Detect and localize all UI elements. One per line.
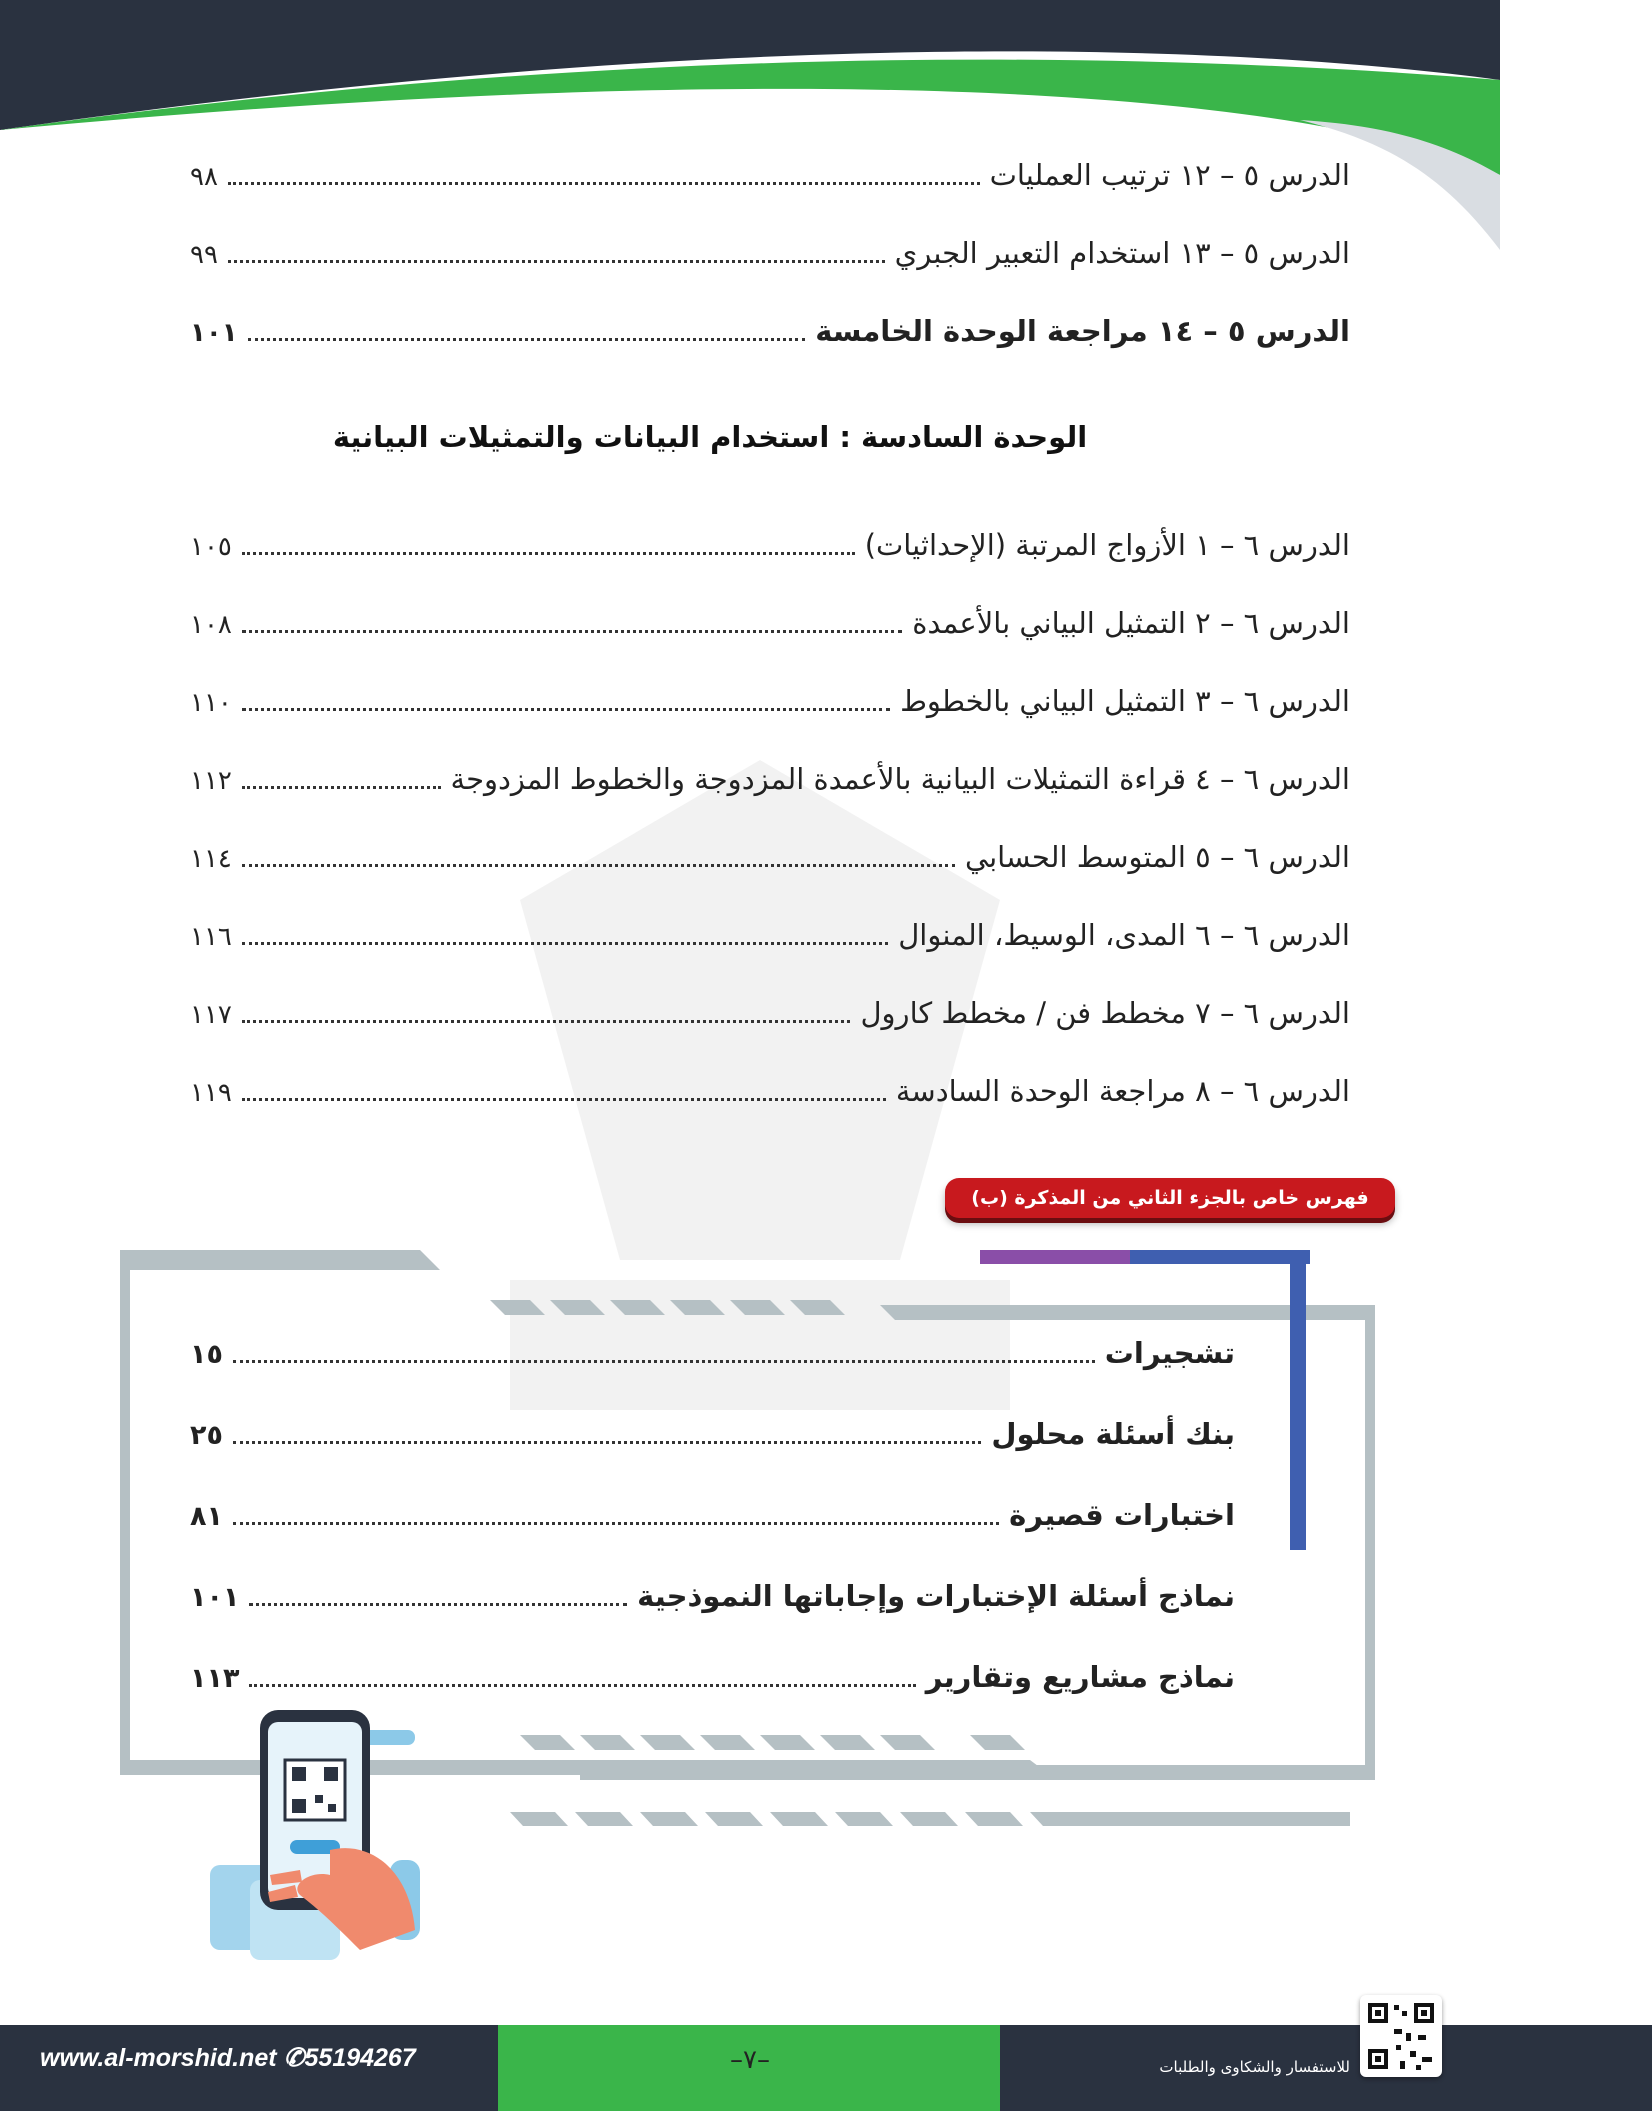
- toc-page-number: ٨١: [190, 1501, 223, 1532]
- inquiry-label: للاستفسار والشكاوى والطلبات: [1159, 2058, 1350, 2076]
- toc-leader-dots: [248, 337, 806, 341]
- toc-entry-title: الدرس ٦ – ٣ التمثيل البياني بالخطوط: [900, 684, 1350, 718]
- toc-page-number: ١١٩: [190, 1078, 232, 1108]
- special-index-row[interactable]: [190, 1336, 1235, 1386]
- toc-entry-title: اختبارات قصيرة: [1009, 1498, 1235, 1532]
- toc-row[interactable]: [190, 762, 1350, 808]
- header-wave: [0, 0, 1652, 260]
- special-index-label: فهرس خاص بالجزء الثاني من المذكرة (ب): [945, 1178, 1395, 1218]
- toc-leader-dots: [242, 785, 441, 789]
- phone-qr-illustration: [200, 1700, 430, 1970]
- toc-leader-dots: [228, 259, 885, 263]
- toc-page-number: ١٠١: [190, 318, 238, 348]
- toc-row[interactable]: [190, 314, 1350, 360]
- toc-leader-dots: [249, 1683, 915, 1687]
- toc-leader-dots: [233, 1440, 981, 1444]
- toc-leader-dots: [228, 181, 980, 185]
- toc-page-number: ١١٧: [190, 1000, 232, 1030]
- toc-leader-dots: [233, 1521, 999, 1525]
- qr-code-icon[interactable]: [1360, 1995, 1442, 2077]
- toc-page-number: ١٠٥: [190, 532, 232, 562]
- toc-leader-dots: [249, 1602, 627, 1606]
- toc-leader-dots: [242, 629, 902, 633]
- website-link[interactable]: www.al-morshid.net: [40, 2044, 277, 2072]
- special-index-row[interactable]: [190, 1498, 1235, 1548]
- toc-row[interactable]: [190, 996, 1350, 1042]
- toc-page-number: ١١٢: [190, 766, 232, 796]
- footer-contact[interactable]: [40, 2043, 416, 2073]
- toc-row[interactable]: [190, 158, 1350, 204]
- phone-number: ✆55194267: [283, 2044, 416, 2072]
- toc-leader-dots: [242, 551, 855, 555]
- toc-page-number: ٩٩: [190, 240, 218, 270]
- special-index-row[interactable]: [190, 1417, 1235, 1467]
- toc-leader-dots: [233, 1359, 1095, 1363]
- bottom-dash-stripes: [500, 1810, 1360, 1830]
- qr-code-graphic: [1360, 1995, 1442, 2077]
- toc-entry-title: الدرس ٦ – ٦ المدى، الوسيط، المنوال: [898, 918, 1350, 952]
- toc-page-number: ١١٠: [190, 688, 232, 718]
- toc-entry-title: نماذج مشاريع وتقارير: [925, 1660, 1235, 1694]
- toc-entry-title: الدرس ٥ – ١٤ مراجعة الوحدة الخامسة: [815, 314, 1350, 348]
- toc-leader-dots: [242, 1097, 886, 1101]
- toc-row[interactable]: [190, 1074, 1350, 1120]
- toc-entry-title: الدرس ٥ – ١٢ ترتيب العمليات: [989, 158, 1350, 192]
- toc-entry-title: تشجيرات: [1104, 1336, 1235, 1370]
- toc-leader-dots: [242, 707, 890, 711]
- toc-page-number: ١١٣: [190, 1663, 240, 1694]
- toc-entry-title: الدرس ٦ – ٥ المتوسط الحسابي: [964, 840, 1350, 874]
- toc-entry-title: الدرس ٦ – ٢ التمثيل البياني بالأعمدة: [912, 606, 1350, 640]
- right-margin: [1512, 0, 1652, 2111]
- toc-leader-dots: [242, 941, 888, 945]
- toc-entry-title: الدرس ٦ – ١ الأزواج المرتبة (الإحداثيات): [864, 528, 1350, 562]
- toc-page-number: ١١٦: [190, 922, 232, 952]
- toc-entry-title: الدرس ٦ – ٤ قراءة التمثيلات البيانية بالأعمدة المزدوجة والخطوط المزدوجة: [450, 762, 1350, 796]
- toc-row[interactable]: [190, 840, 1350, 886]
- toc-row[interactable]: [190, 528, 1350, 574]
- special-index-row[interactable]: [190, 1579, 1235, 1629]
- toc-row[interactable]: [190, 236, 1350, 282]
- toc-page-number: ١١٤: [190, 844, 232, 874]
- toc-page-number: ٩٨: [190, 162, 218, 192]
- toc-entry-title: الدرس ٦ – ٧ مخطط فن / مخطط كارول: [860, 996, 1350, 1030]
- toc-entry-title: الدرس ٥ – ١٣ استخدام التعبير الجبري: [894, 236, 1350, 270]
- toc-row[interactable]: [190, 606, 1350, 652]
- toc-leader-dots: [242, 1019, 851, 1023]
- toc-entry-title: الدرس ٦ – ٨ مراجعة الوحدة السادسة: [895, 1074, 1350, 1108]
- page-number: –٧–: [730, 2045, 770, 2075]
- toc-page-number: ١٥: [190, 1339, 223, 1370]
- toc-row[interactable]: [190, 684, 1350, 730]
- toc-page-number: ١٠١: [190, 1582, 240, 1613]
- toc-leader-dots: [242, 863, 955, 867]
- toc-row[interactable]: [190, 918, 1350, 964]
- toc-entry-title: نماذج أسئلة الإختبارات وإجاباتها النموذجية: [637, 1579, 1235, 1613]
- unit-6-heading: الوحدة السادسة : استخدام البيانات والتمثيلات البيانية: [332, 420, 1088, 454]
- toc-page-number: ١٠٨: [190, 610, 232, 640]
- toc-page-number: ٢٥: [190, 1420, 223, 1451]
- toc-entry-title: بنك أسئلة محلول: [991, 1417, 1235, 1451]
